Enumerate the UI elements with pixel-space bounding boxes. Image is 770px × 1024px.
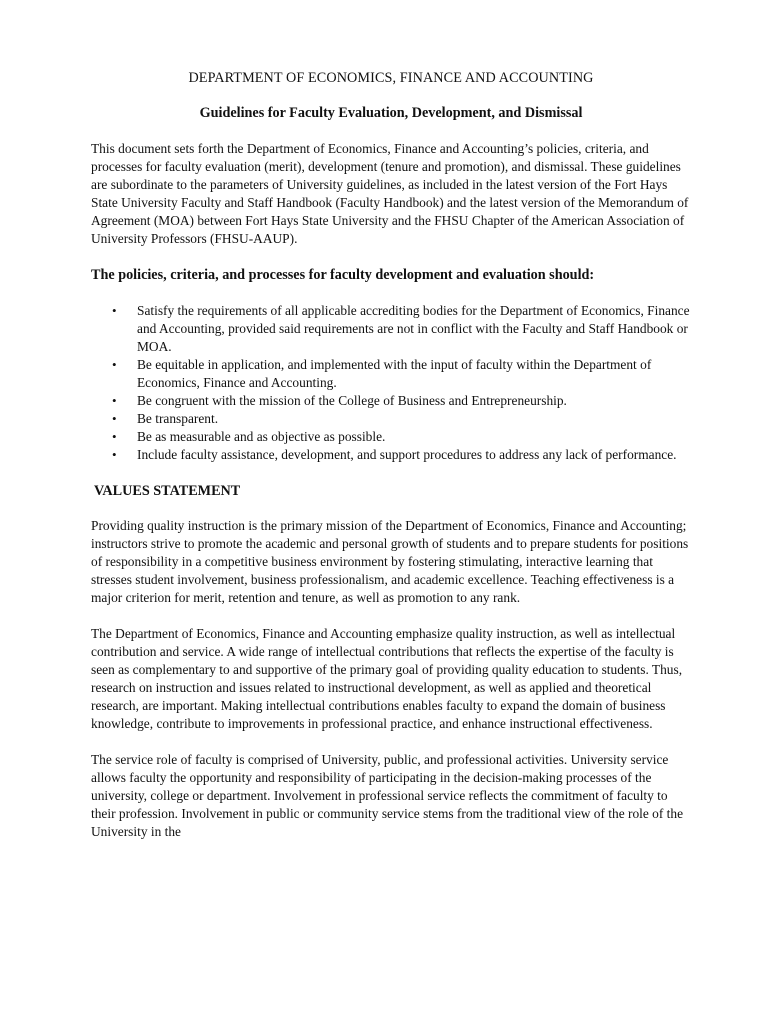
values-paragraph: Providing quality instruction is the primary mission of the Department of Economics, Finance and Accounting; instructors strive to promote the academic and personal growth of students and to prepare students for positions of responsibility in a competitive business environment by fostering stimulating, interactive learning that stresses student involvement, business professionalism, and academic excellence. Teaching effectiveness is a major criterion for merit, retention and tenure, as well as promotion to any rank. [91,518,689,605]
list-item [91,392,691,410]
document-subtitle: Guidelines for Faculty Evaluation, Development, and Dismissal [199,105,583,121]
values-heading: VALUES STATEMENT [94,483,241,499]
list-item [91,428,691,446]
list-item-text: Satisfy the requirements of all applicable accrediting bodies for the Department of Economics, Finance and Accounting, provided said requirements are not in conflict with the Faculty and Staff Handbook or MOA. [137,303,690,354]
bullet-icon: • [112,357,117,372]
document-title: DEPARTMENT OF ECONOMICS, FINANCE AND ACCOUNTING [188,70,594,86]
list-item [91,356,691,392]
list-item-text: Be congruent with the mission of the College of Business and Entrepreneurship. [137,393,567,408]
policies-list [91,302,691,464]
values-paragraph: The Department of Economics, Finance and Accounting emphasize quality instruction, as well as intellectual contribution and service. A wide range of intellectual contributions that reflects the expertise of the faculty is seen as complementary to and supportive of the primary goal of providing quality education to students. Thus, research on instruction and issues related to instructional development, as well as applied and theoretical research, are important. Making intellectual contributions enables faculty to expand the domain of business knowledge, contribute to improvements in professional practice, and enhance instructional effectiveness. [91,626,683,731]
values-paragraph: The service role of faculty is comprised of University, public, and professional activities. University service allows faculty the opportunity and responsibility of participating in the decision-making processes of the university, college or department. Involvement in professional service reflects the commitment of faculty to their profession. Involvement in public or community service stems from the traditional view of the role of the University in the [91,752,684,839]
bullet-icon: • [112,429,117,444]
list-item-text: Include faculty assistance, development, and support procedures to address any lack of performance. [137,447,677,462]
bullet-icon: • [112,411,117,426]
list-item-text: Be transparent. [137,411,219,426]
list-item [91,302,691,356]
document-page [91,69,691,841]
bullet-icon: • [112,447,117,462]
list-item [91,446,691,464]
policies-heading: The policies, criteria, and processes for faculty development and evaluation should: [91,267,595,283]
list-item [91,410,691,428]
bullet-icon: • [112,303,117,318]
list-item-text: Be as measurable and as objective as possible. [137,429,386,444]
bullet-icon: • [112,393,117,408]
intro-paragraph: This document sets forth the Department of Economics, Finance and Accounting’s policies, criteria, and processes for faculty evaluation (merit), development (tenure and promotion), and dismissal. These guidelines are subordinate to the parameters of University guidelines, as included in the latest version of the Fort Hays State University Faculty and Staff Handbook (Faculty Handbook) and the latest version of the Memorandum of Agreement (MOA) between Fort Hays State University and the FHSU Chapter of the American Association of University Professors (FHSU-AAUP). [91,141,689,246]
list-item-text: Be equitable in application, and implemented with the input of faculty within the Department of Economics, Finance and Accounting. [137,357,652,390]
